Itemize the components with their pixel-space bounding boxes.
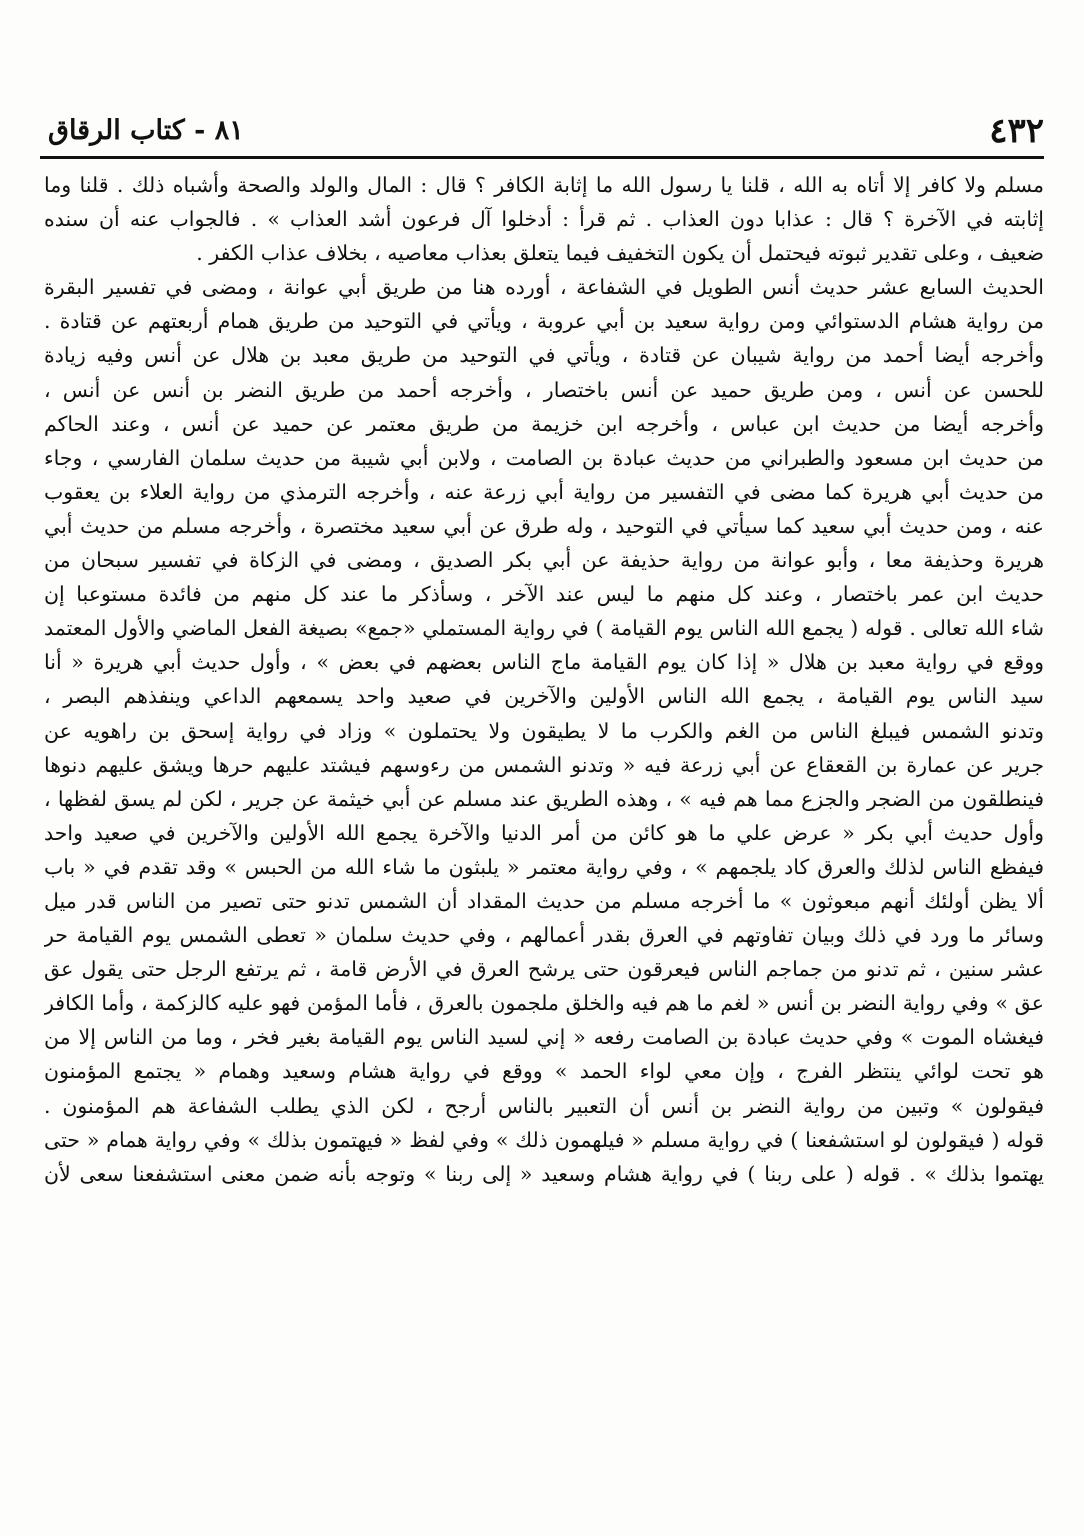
text-line: جرير عن عمارة بن القعقاع عن أبي زرعة فيه « وتدنو الشمس من رءوسهم فيشتد عليهم حرها ويشق عليهم دنوها [44,752,1044,777]
text-line: هو تحت لوائي ينتظر الفرج ، وإن معي لواء الحمد » ووقع في رواية هشام وسعيد وهمام « يجتمع المؤمنون [44,1059,1044,1084]
page-number: ٤٣٢ [989,111,1044,151]
page-header [40,108,1044,154]
text-line: شاء الله تعالى . قوله ( يجمع الله الناس يوم القيامة ) في رواية المستملي «جمع» بصيغة الفعل الماضي والأول المعتمد [44,616,1044,641]
text-line: هريرة وحذيفة معا ، وأبو عوانة من رواية حذيفة عن أبي بكر الصديق ، ومضى في الزكاة في تفسير سبحان من [44,548,1044,573]
text-line: عنه ، ومن حديث أبي سعيد كما سيأتي في التوحيد ، وله طرق عن أبي سعيد مختصرة ، وأخرجه مسلم من حديث أبي [44,513,1044,538]
text-line: وسائر ما ورد في ذلك وبيان تفاوتهم في العرق بقدر أعمالهم ، وفي حديث سلمان « تعطى الشمس يوم القيامة حر [44,923,1044,948]
text-line: فيفظع الناس لذلك والعرق كاد يلجمهم » ، وفي رواية معتمر « يلبثون ما شاء الله من الحبس » وقد تقدم في « باب [44,854,1044,879]
text-line: وأول حديث أبي بكر « عرض علي ما هو كائن من أمر الدنيا والآخرة يجمع الله الأولين والآخرين في صعيد واحد [44,820,1044,845]
text-line: مسلم ولا كافر إلا أتاه به الله ، قلنا يا رسول الله ما إثابة الكافر ؟ قال : المال والولد والصحة وأشباه ذلك . قلنا وما [44,173,1044,197]
body-text [44,168,1044,1191]
book-title: ٨١ - كتاب الرقاق [48,115,244,146]
text-line: من رواية هشام الدستوائي ومن رواية سعيد بن أبي عروبة ، ويأتي في التوحيد من طريق همام أربعتهم عن قتادة . [44,309,1044,334]
text-line: قوله ( فيقولون لو استشفعنا ) في رواية مسلم « فيلهمون ذلك » وفي لفظ « فيهتمون بذلك » وفي رواية همام « حتى [44,1127,1044,1152]
text-line: للحسن عن أنس ، ومن طريق حميد عن أنس باختصار ، وأخرجه أحمد من طريق النضر بن أنس عن أنس ، [44,377,1044,402]
text-line: فيقولون » وتبين من رواية النضر بن أنس أن التعبير بالناس أرجح ، لكن الذي يطلب الشفاعة هم المؤمنون . [44,1093,1044,1118]
text-line: وأخرجه أيضا من حديث ابن عباس ، وأخرجه ابن خزيمة من طريق معتمر عن حميد عن أنس ، وعند الحاكم [44,411,1044,436]
text-line: حديث ابن عمر باختصار ، وعند كل منهم ما ليس عند الآخر ، وسأذكر ما عند كل منهم من فائدة مستوعبا إن [44,582,1044,607]
text-line: إثابته في الآخرة ؟ قال : عذابا دون العذاب . ثم قرأ : أدخلوا آل فرعون أشد العذاب » . فالجواب عنه أن سنده [44,207,1044,232]
text-line: من حديث ابن مسعود والطبراني من حديث عبادة بن الصامت ، ولابن أبي شيبة من حديث سلمان الفارسي ، وجاء [44,445,1044,470]
text-line: وأخرجه أيضا أحمد من رواية شيبان عن قتادة ، ويأتي في التوحيد من طريق معبد بن هلال عن أنس وفيه زيادة [44,343,1044,368]
text-line: فينطلقون من الضجر والجزع مما هم فيه » ، وهذه الطريق عند مسلم عن أبي خيثمة عن جرير ، لكن لم يسق لفظها ، [44,786,1044,811]
text-line: عشر سنين ، ثم تدنو من جماجم الناس فيعرقون حتى يرشح العرق في الأرض قامة ، ثم يرتفع الرجل حتى يقول عق [44,957,1044,982]
text-line: ووقع في رواية معبد بن هلال « إذا كان يوم القيامة ماج الناس بعضهم في بعض » ، وأول حديث أبي هريرة « أنا [44,650,1044,675]
text-line: وتدنو الشمس فيبلغ الناس من الغم والكرب ما لا يطيقون ولا يحتملون » وزاد في رواية إسحق بن راهويه عن [44,718,1044,743]
text-line: ألا يظن أولئك أنهم مبعوثون » ما أخرجه مسلم من حديث المقداد أن الشمس تدنو حتى تصير من الناس قدر ميل [44,888,1044,913]
text-line: يهتموا بذلك » . قوله ( على ربنا ) في رواية هشام وسعيد « إلى ربنا » وتوجه بأنه ضمن معنى استشفعنا سعى لأن [44,1161,1044,1186]
text-line: فيغشاه الموت » وفي حديث عبادة بن الصامت رفعه « إني لسيد الناس يوم القيامة بغير فخر ، وما من الناس إلا من [44,1025,1044,1050]
text-line: سيد الناس يوم القيامة ، يجمع الله الناس الأولين والآخرين في صعيد واحد يسمعهم الداعي وينفذهم البصر ، [44,684,1044,709]
text-line: عق » وفي رواية النضر بن أنس « لغم ما هم فيه والخلق ملجمون بالعرق ، فأما المؤمن فهو عليه كالزكمة ، وأما الكافر [44,991,1044,1016]
text-line: من حديث أبي هريرة كما مضى في التفسير من رواية أبي زرعة عنه ، وأخرجه الترمذي من رواية العلاء بن يعقوب [44,479,1044,504]
header-rule [40,156,1044,159]
text-line: الحديث السابع عشر حديث أنس الطويل في الشفاعة ، أورده هنا من طريق أبي عوانة ، ومضى في تفسير البقرة [44,275,1044,300]
text-line: ضعيف ، وعلى تقدير ثبوته فيحتمل أن يكون التخفيف فيما يتعلق بعذاب معاصيه ، بخلاف عذاب الكفر . [196,241,1044,266]
